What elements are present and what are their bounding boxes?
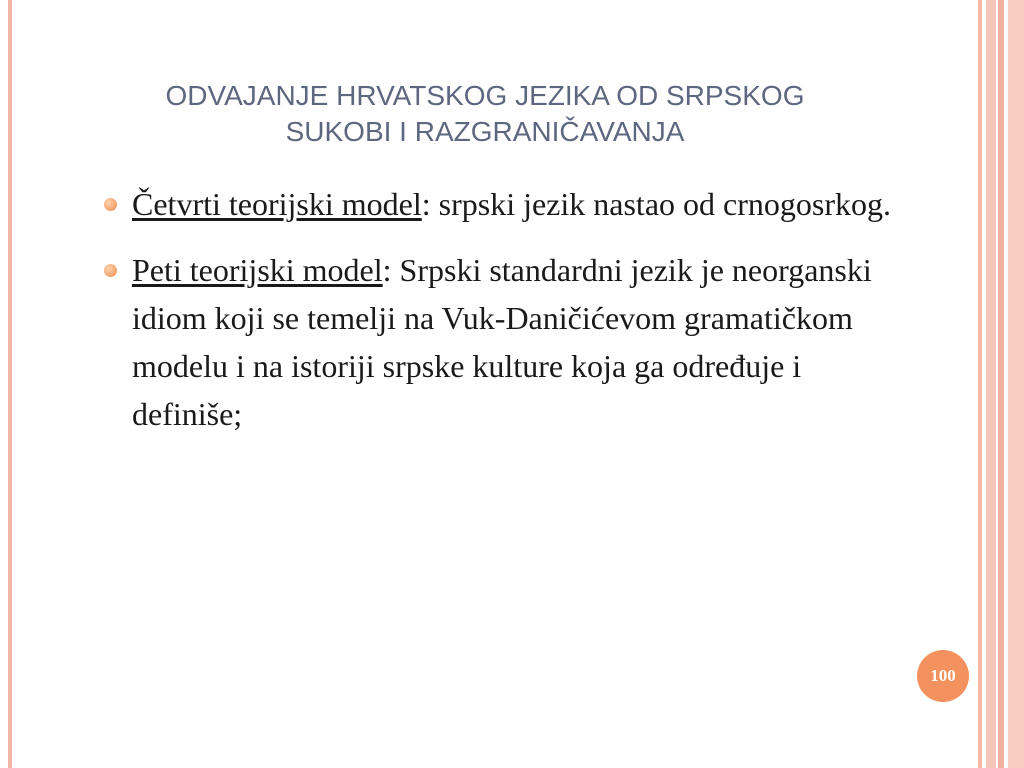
slide-title-line-1: ODVAJANJE HRVATSKOG JEZIKA OD SRPSKOG <box>165 80 805 111</box>
bullet-item <box>96 180 896 228</box>
page-number-badge: 100 <box>917 650 969 702</box>
slide-title-line-2: SUKOBI I RAZGRANIČAVANJA <box>285 116 685 147</box>
bullet-item <box>96 246 896 438</box>
bullet-text: : srpski jezik nastao od crnogosrkog. <box>421 186 891 222</box>
bullet-dot-icon <box>104 198 117 211</box>
right-stripe-decoration <box>986 0 996 768</box>
bullet-dot-icon <box>104 264 117 277</box>
left-border-decoration <box>8 0 12 768</box>
slide-title <box>60 78 910 150</box>
right-stripe-decoration <box>978 0 982 768</box>
bullet-term: Peti teorijski model <box>132 252 383 288</box>
bullet-text: : Srpski standardni jezik je neorganski idiom koji se temelji na Vuk-Daničićevom gramatičkom modelu i na istoriji srpske kulture koja ga određuje i definiše; <box>132 252 872 432</box>
right-stripe-decoration <box>998 0 1004 768</box>
right-stripe-decoration <box>1008 0 1024 768</box>
bullet-term: Četvrti teorijski model <box>132 186 422 222</box>
bullet-list <box>96 180 896 456</box>
